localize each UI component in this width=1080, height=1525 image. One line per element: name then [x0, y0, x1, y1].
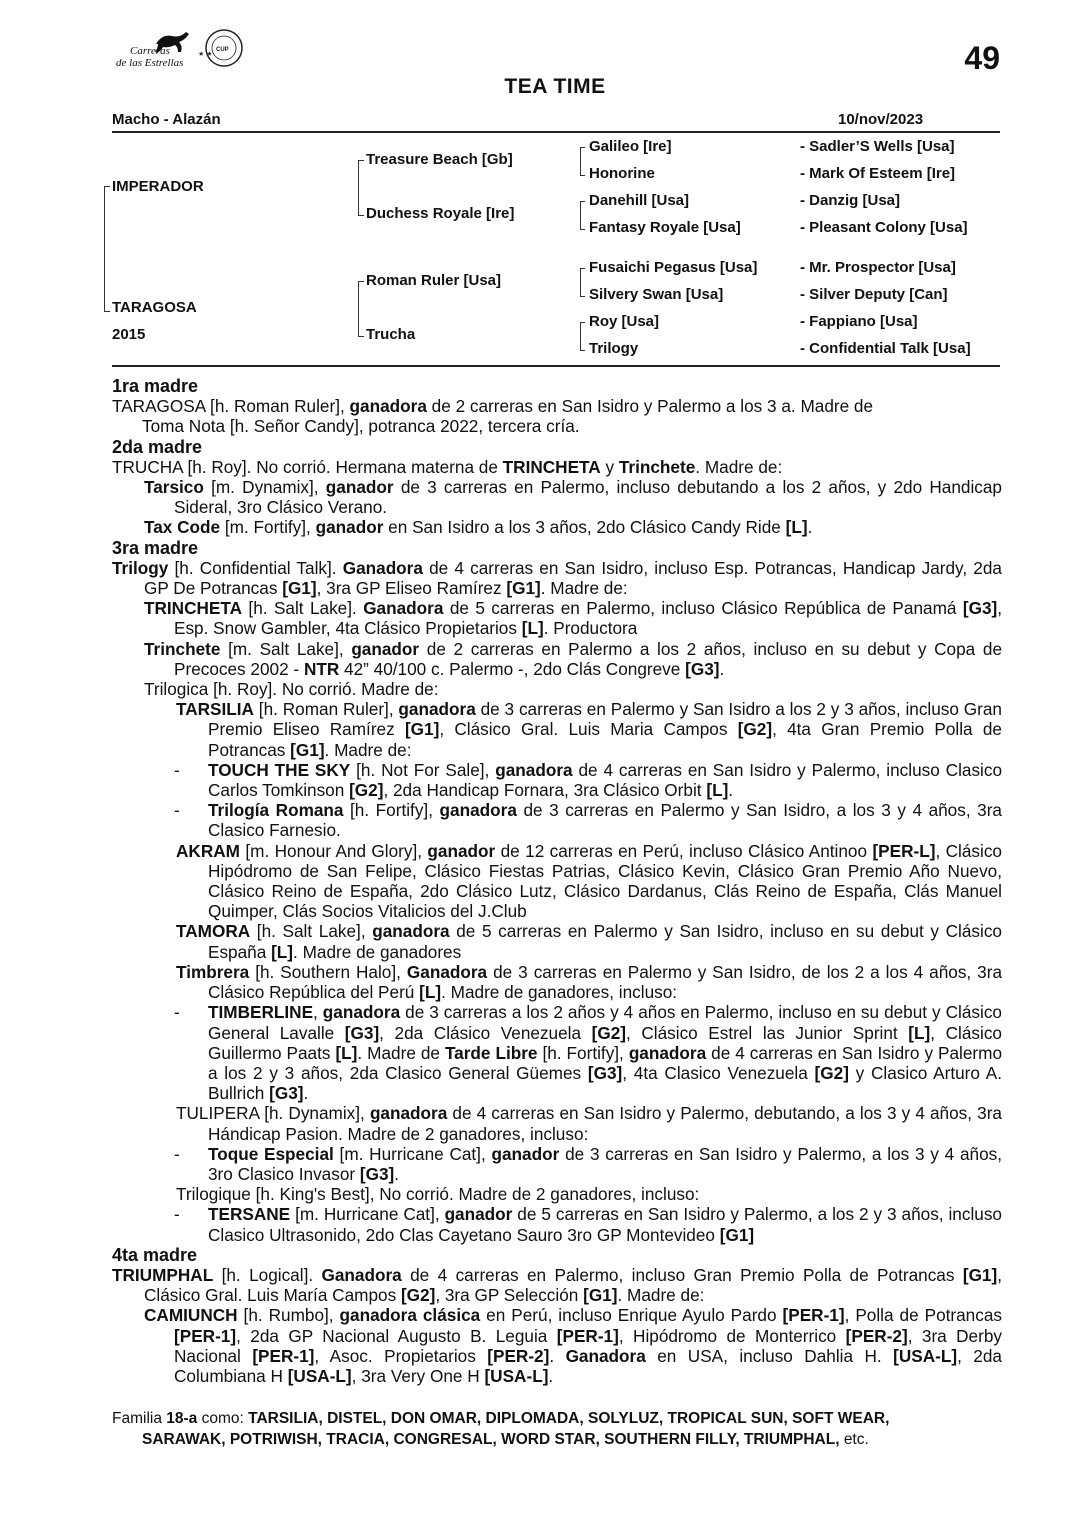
- pedigree-gen3: Fusaichi Pegasus [Usa]: [589, 259, 758, 276]
- sex-color: Macho - Alazán: [112, 111, 221, 128]
- pedigree-gen2: Treasure Beach [Gb]: [366, 151, 513, 168]
- logo-line1: Carreras: [130, 45, 170, 57]
- bracket-line: [358, 281, 364, 282]
- paragraph: - TOUCH THE SKY [h. Not For Sale], ganadora de 4 carreras en San Isidro y Palermo, incluso Clasico Carlos Tomkinson [G2], 2da Handicap Fornara, 3ra Clásico Orbit [L].: [174, 759, 1003, 801]
- family-notes: [112, 376, 1002, 1386]
- pedigree-sire: IMPERADOR: [112, 178, 204, 195]
- pedigree-gen4: - Silver Deputy [Can]: [800, 286, 948, 303]
- paragraph: Trilogy [h. Confidential Talk]. Ganadora de 4 carreras en San Isidro, incluso Esp. Potrancas, Handicap Jardy, 2da GP De Potrancas [G1], 3ra GP Eliseo Ramírez [G1]. Madre de:: [112, 557, 1002, 599]
- section-heading: 3ra madre: [112, 537, 199, 558]
- paragraph: Trilogica [h. Roy]. No corrió. Madre de:: [144, 679, 439, 700]
- section-heading: 4ta madre: [112, 1244, 198, 1265]
- section-heading: 1ra madre: [112, 376, 199, 396]
- paragraph: Toma Nota [h. Señor Candy], potranca 2022, tercera cría.: [142, 416, 580, 437]
- bracket-line: [580, 296, 585, 297]
- paragraph: Trilogique [h. King's Best], No corrió. Madre de 2 ganadores, incluso:: [176, 1184, 700, 1205]
- bracket-line: [580, 268, 585, 269]
- pedigree-gen2: Roman Ruler [Usa]: [366, 272, 502, 289]
- bracket-line: [580, 147, 581, 175]
- footer-names1: TARSILIA, DISTEL, DON OMAR, DIPLOMADA, SOLYLUZ, TROPICAL SUN, SOFT WEAR,: [248, 1410, 890, 1427]
- paragraph: TRIUMPHAL [h. Logical]. Ganadora de 4 carreras en Palermo, incluso Gran Premio Polla de Potrancas [G1], Clásico Gral. Luis María Campos [G2], 3ra GP Selección [G1]. Madre de:: [112, 1264, 1002, 1306]
- report-date: 10/nov/2023: [838, 111, 924, 128]
- footer-como: como:: [201, 1410, 244, 1427]
- bracket-line: [580, 147, 585, 148]
- bracket-line: [580, 175, 585, 176]
- pedigree-gen3: Fantasy Royale [Usa]: [589, 219, 741, 236]
- pedigree-rule: [112, 365, 1000, 367]
- paragraph: TRINCHETA [h. Salt Lake]. Ganadora de 5 carreras en Palermo, incluso Clásico República de Panamá [G3], Esp. Snow Gambler, 4ta Clásico Propietarios [L]. Productora: [144, 598, 1003, 639]
- pedigree-year: 2015: [112, 326, 146, 343]
- paragraph: Tarsico [m. Dynamix], ganador de 3 carreras en Palermo, incluso debutando a los 2 años, y 2do Handicap Sideral, 3ro Clásico Verano.: [144, 477, 1002, 518]
- pedigree-gen3: Honorine: [589, 165, 655, 182]
- footer-names2: SARAWAK, POTRIWISH, TRACIA, CONGRESAL, WORD STAR, SOUTHERN FILLY, TRIUMPHAL,: [142, 1431, 840, 1448]
- pedigree-gen4: - Danzig [Usa]: [800, 192, 901, 209]
- svg-text:★ ★: ★ ★: [198, 51, 213, 58]
- pedigree-gen4: - Confidential Talk [Usa]: [800, 340, 971, 357]
- pedigree-gen3: Galileo [Ire]: [589, 138, 672, 155]
- logo: [112, 24, 272, 74]
- section-heading: 2da madre: [112, 436, 203, 457]
- footer-line2: [112, 1429, 1002, 1450]
- paragraph: TULIPERA [h. Dynamix], ganadora de 4 carreras en San Isidro y Palermo, debutando, a los 3 y 4 años, 3ra Hándicap Pasion. Madre de 2 ganadores, incluso:: [176, 1103, 1002, 1144]
- logo-line2: de las Estrellas: [116, 57, 184, 69]
- paragraph: - TIMBERLINE, ganadora de 3 carreras a los 2 años y 4 años en Palermo, incluso en su debut y Clásico General Lavalle [G3], 2da Clásico Venezuela [G2], Clásico Estrel las Junior Sprint [L], Clásico Guillermo Paats [L]. Madre de Tarde Libre [h. Fortify], ganadora de 4 carreras en San Isidro y Palermo a los 2 y 3 años, 2da Clasico General Güemes [G3], 4ta Clasico Venezuela [G2] y Clasico Arturo A. Bullrich [G3].: [174, 1002, 1003, 1104]
- pedigree-gen4: - Sadler’S Wells [Usa]: [800, 138, 955, 155]
- pedigree-gen4: - Mr. Prospector [Usa]: [800, 259, 956, 276]
- header-rule: [112, 131, 1000, 133]
- bracket-line: [580, 201, 581, 229]
- bracket-line: [358, 160, 364, 161]
- paragraph: - Toque Especial [m. Hurricane Cat], ganador de 3 carreras en San Isidro y Palermo, a los 3 y 4 años, 3ro Clasico Invasor [G3].: [174, 1143, 1002, 1184]
- pedigree-gen4: - Pleasant Colony [Usa]: [800, 219, 968, 236]
- paragraph: Tax Code [m. Fortify], ganador en San Isidro a los 3 años, 2do Clásico Candy Ride [L].: [144, 517, 813, 538]
- bracket-line: [580, 201, 585, 202]
- bracket-line: [358, 160, 359, 216]
- paragraph: TAMORA [h. Salt Lake], ganadora de 5 carreras en Palermo y San Isidro, incluso en su debut y Clásico España [L]. Madre de ganadores: [176, 921, 1002, 962]
- footer-family: 18-a: [166, 1410, 198, 1427]
- bracket-line: [580, 322, 581, 350]
- bracket-line: [104, 186, 110, 187]
- pedigree-dam: TARAGOSA: [112, 299, 197, 316]
- horse-name: TEA TIME: [504, 75, 606, 98]
- paragraph: TRUCHA [h. Roy]. No corrió. Hermana materna de TRINCHETA y Trinchete. Madre de:: [112, 456, 783, 477]
- paragraph: Timbrera [h. Southern Halo], Ganadora de 3 carreras en Palermo y San Isidro, de los 2 a los 4 años, 3ra Clásico República del Perú [L]. Madre de ganadores, incluso:: [176, 961, 1002, 1003]
- pedigree-gen2: Duchess Royale [Ire]: [366, 205, 515, 222]
- footer-etc: etc.: [843, 1431, 869, 1448]
- svg-text:CUP: CUP: [216, 47, 229, 53]
- bracket-line: [104, 186, 105, 312]
- paragraph: TARSILIA [h. Roman Ruler], ganadora de 3 carreras en Palermo y San Isidro a los 2 y 3 años, incluso Gran Premio Eliseo Ramírez [G1], Clásico Gral. Luis Maria Campos [G2], 4ta Gran Premio Polla de Potrancas [G1]. Madre de:: [176, 699, 1002, 760]
- paragraph: - Trilogía Romana [h. Fortify], ganadora de 3 carreras en Palermo y San Isidro, a los 3 y 4 años, 3ra Clasico Farnesio.: [174, 800, 1002, 841]
- pedigree-gen3: Danehill [Usa]: [589, 192, 690, 209]
- pedigree-gen2: Trucha: [366, 326, 416, 343]
- bracket-line: [358, 215, 364, 216]
- bracket-line: [104, 311, 110, 312]
- pedigree-gen4: - Fappiano [Usa]: [800, 313, 918, 330]
- paragraph: CAMIUNCH [h. Rumbo], ganadora clásica en Perú, incluso Enrique Ayulo Pardo [PER-1], Polla de Potrancas [PER-1], 2da GP Nacional Augusto B. Leguia [PER-1], Hipódromo de Monterrico [PER-2], 3ra Derby Nacional [PER-1], Asoc. Propietarios [PER-2]. Ganadora en USA, incluso Dahlia H. [USA-L], 2da Columbiana H [USA-L], 3ra Very One H [USA-L].: [144, 1305, 1002, 1386]
- pedigree-gen4: - Mark Of Esteem [Ire]: [800, 165, 956, 182]
- footer-line1: [112, 1408, 1002, 1429]
- bracket-line: [580, 229, 585, 230]
- paragraph: Trinchete [m. Salt Lake], ganador de 2 carreras en Palermo a los 2 años, incluso en su debut y Copa de Precoces 2002 - NTR 42” 40/100 c. Palermo -, 2do Clás Congreve [G3].: [144, 638, 1002, 679]
- paragraph: AKRAM [m. Honour And Glory], ganador de 12 carreras en Perú, incluso Clásico Antinoo [PER-L], Clásico Hipódromo de San Felipe, Clásico Fiestas Patrias, Clásico Kevin, Clásico Gran Premio Año Nuevo, Clásico Reino de España, 2do Clásico Lutz, Clásico Dardanus, Clás Reino de España, Clás Manuel Quimper, Clás Socios Vitalicios del J.Club: [176, 840, 1002, 922]
- footer-prefix: Familia: [112, 1410, 162, 1427]
- pedigree-gen3: Roy [Usa]: [589, 313, 660, 330]
- family-footer: [112, 1408, 1002, 1450]
- pedigree-gen3: Trilogy: [589, 340, 639, 357]
- pedigree-gen3: Silvery Swan [Usa]: [589, 286, 724, 303]
- bracket-line: [358, 336, 364, 337]
- bracket-line: [580, 350, 585, 351]
- bracket-line: [358, 281, 359, 337]
- page-number: 49: [964, 40, 1000, 76]
- bracket-line: [580, 322, 585, 323]
- bracket-line: [580, 268, 581, 296]
- paragraph: TARAGOSA [h. Roman Ruler], ganadora de 2 carreras en San Isidro y Palermo a los 3 a. Madre de: [112, 396, 874, 417]
- paragraph: - TERSANE [m. Hurricane Cat], ganador de 5 carreras en San Isidro y Palermo, a los 2 y 3 años, incluso Clasico Ultrasonido, 2do Clas Cayetano Sauro 3ro GP Montevideo [G1]: [174, 1204, 1002, 1245]
